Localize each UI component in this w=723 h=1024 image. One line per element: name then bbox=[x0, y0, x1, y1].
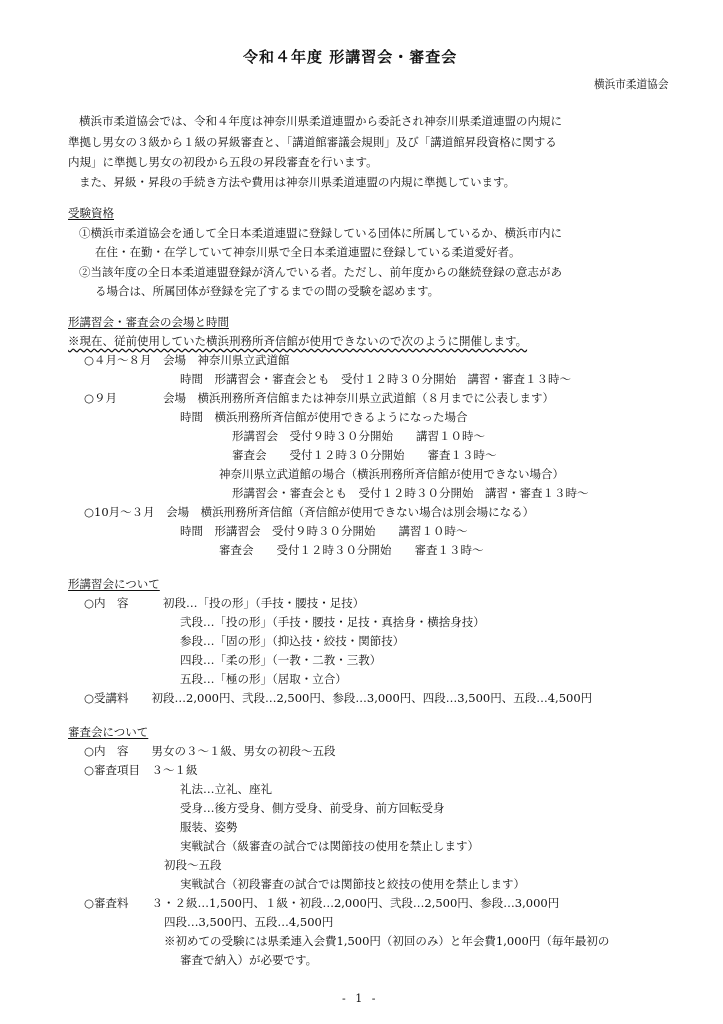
exam-line: ○審査料 ３・２級…1,500円、１級・初段…2,000円、弐段…2,500円、参段…3,000円 bbox=[84, 896, 560, 910]
page-title: 令和４年度 形講習会・審査会 bbox=[243, 48, 458, 66]
kata-line: ○受講料 初段…2,000円、弐段…2,500円、参段…3,000円、四段…3,500円、五段…4,500円 bbox=[84, 691, 593, 705]
exam-line: 四段…3,500円、五段…4,500円 bbox=[164, 915, 334, 929]
exam-line: 審査で納入）が必要です。 bbox=[180, 953, 318, 967]
exam-line: 初段～五段 bbox=[164, 858, 222, 872]
kata-line: 弐段…「投の形」（手技・腰技・足技・真捨身・横捨身技） bbox=[180, 615, 485, 629]
exam-line: 実戦試合（初段審査の試合では関節技と絞技の使用を禁止します） bbox=[180, 877, 525, 891]
exam-line: 礼法…立礼、座礼 bbox=[180, 782, 272, 796]
venue-line: 審査会 受付１２時３０分開始 審査１３時～ bbox=[219, 543, 484, 557]
venue-line: 審査会 受付１２時３０分開始 審査１３時～ bbox=[232, 448, 497, 462]
qualification-line: 在住・在勤・在学していて神奈川県で全日本柔道連盟に登録している柔道愛好者。 bbox=[95, 245, 521, 259]
venue-line: 形講習会 受付９時３０分開始 講習１０時～ bbox=[232, 429, 485, 443]
exam-heading: 審査会について bbox=[68, 725, 149, 739]
kata-line: 参段…「固の形」（抑込技・絞技・関節技） bbox=[180, 634, 405, 648]
venue-line: ○９月 会場 横浜刑務所斉信館または神奈川県立武道館（８月までに公表します） bbox=[84, 391, 555, 405]
exam-line: 実戦試合（級審査の試合では関節技の使用を禁止します） bbox=[180, 839, 479, 853]
venue-heading: 形講習会・審査会の会場と時間 bbox=[68, 315, 229, 329]
organization-name: 横浜市柔道協会 bbox=[593, 77, 668, 91]
exam-line: ○審査項目 ３～１級 bbox=[84, 763, 198, 777]
intro-line: 準拠し男女の３級から１級の昇級審査と、「講道館審議会規則」及び「講道館昇段資格に関する bbox=[68, 135, 557, 149]
exam-line: ※初めての受験には県柔連入会費1,500円（初回のみ）と年会費1,000円（毎年最初の bbox=[164, 934, 610, 948]
exam-line: 受身…後方受身、側方受身、前受身、前方回転受身 bbox=[180, 801, 445, 815]
qualification-line: る場合は、所属団体が登録を完了するまでの間の受験を認めます。 bbox=[95, 284, 440, 298]
kata-line: 四段…「柔の形」（一教・二教・三教） bbox=[180, 653, 382, 667]
kata-line: ○内 容 初段…「投の形」（手技・腰技・足技） bbox=[84, 596, 365, 610]
intro-line: 横浜市柔道協会では、令和４年度は神奈川県柔道連盟から委託され神奈川県柔道連盟の内規に bbox=[79, 114, 562, 128]
venue-line: 神奈川県立武道館の場合（横浜刑務所斉信館が使用できない場合） bbox=[219, 467, 564, 481]
venue-line: ○４月～８月 会場 神奈川県立武道館 bbox=[84, 353, 290, 367]
qualification-heading: 受験資格 bbox=[68, 206, 114, 220]
venue-line: 形講習会・審査会とも 受付１２時３０分開始 講習・審査１３時～ bbox=[232, 486, 589, 500]
venue-line: 時間 形講習会 受付９時３０分開始 講習１０時～ bbox=[180, 524, 468, 538]
venue-notice: ※現在、従前使用していた横浜刑務所斉信館が使用できないので次のように開催します。 bbox=[68, 334, 528, 348]
exam-line: ○内 容 男女の３～１級、男女の初段～五段 bbox=[84, 744, 336, 758]
kata-line: 五段…「極の形」（居取・立合） bbox=[180, 672, 347, 686]
qualification-line: ②当該年度の全日本柔道連盟登録が済んでいる者。ただし、前年度からの継続登録の意志があ bbox=[79, 265, 562, 279]
exam-line: 服装、姿勢 bbox=[180, 820, 238, 834]
venue-line: 時間 横浜刑務所斉信館が使用できるようになった場合 bbox=[180, 410, 468, 424]
venue-line: ○10月～３月 会場 横浜刑務所斉信館（斉信館が使用できない場合は別会場になる） bbox=[84, 505, 535, 519]
kata-heading: 形講習会について bbox=[68, 577, 160, 591]
venue-line: 時間 形講習会・審査会とも 受付１２時３０分開始 講習・審査１３時～ bbox=[180, 372, 571, 386]
qualification-line: ①横浜市柔道協会を通して全日本柔道連盟に登録している団体に所属しているか、横浜市内に bbox=[79, 226, 562, 240]
intro-line: 内規」に準拠し男女の初段から五段の昇段審査を行います。 bbox=[68, 155, 378, 169]
intro-line: また、昇級・昇段の手続き方法や費用は神奈川県柔道連盟の内規に準拠しています。 bbox=[79, 175, 516, 189]
page-number: - 1 - bbox=[342, 992, 379, 1005]
